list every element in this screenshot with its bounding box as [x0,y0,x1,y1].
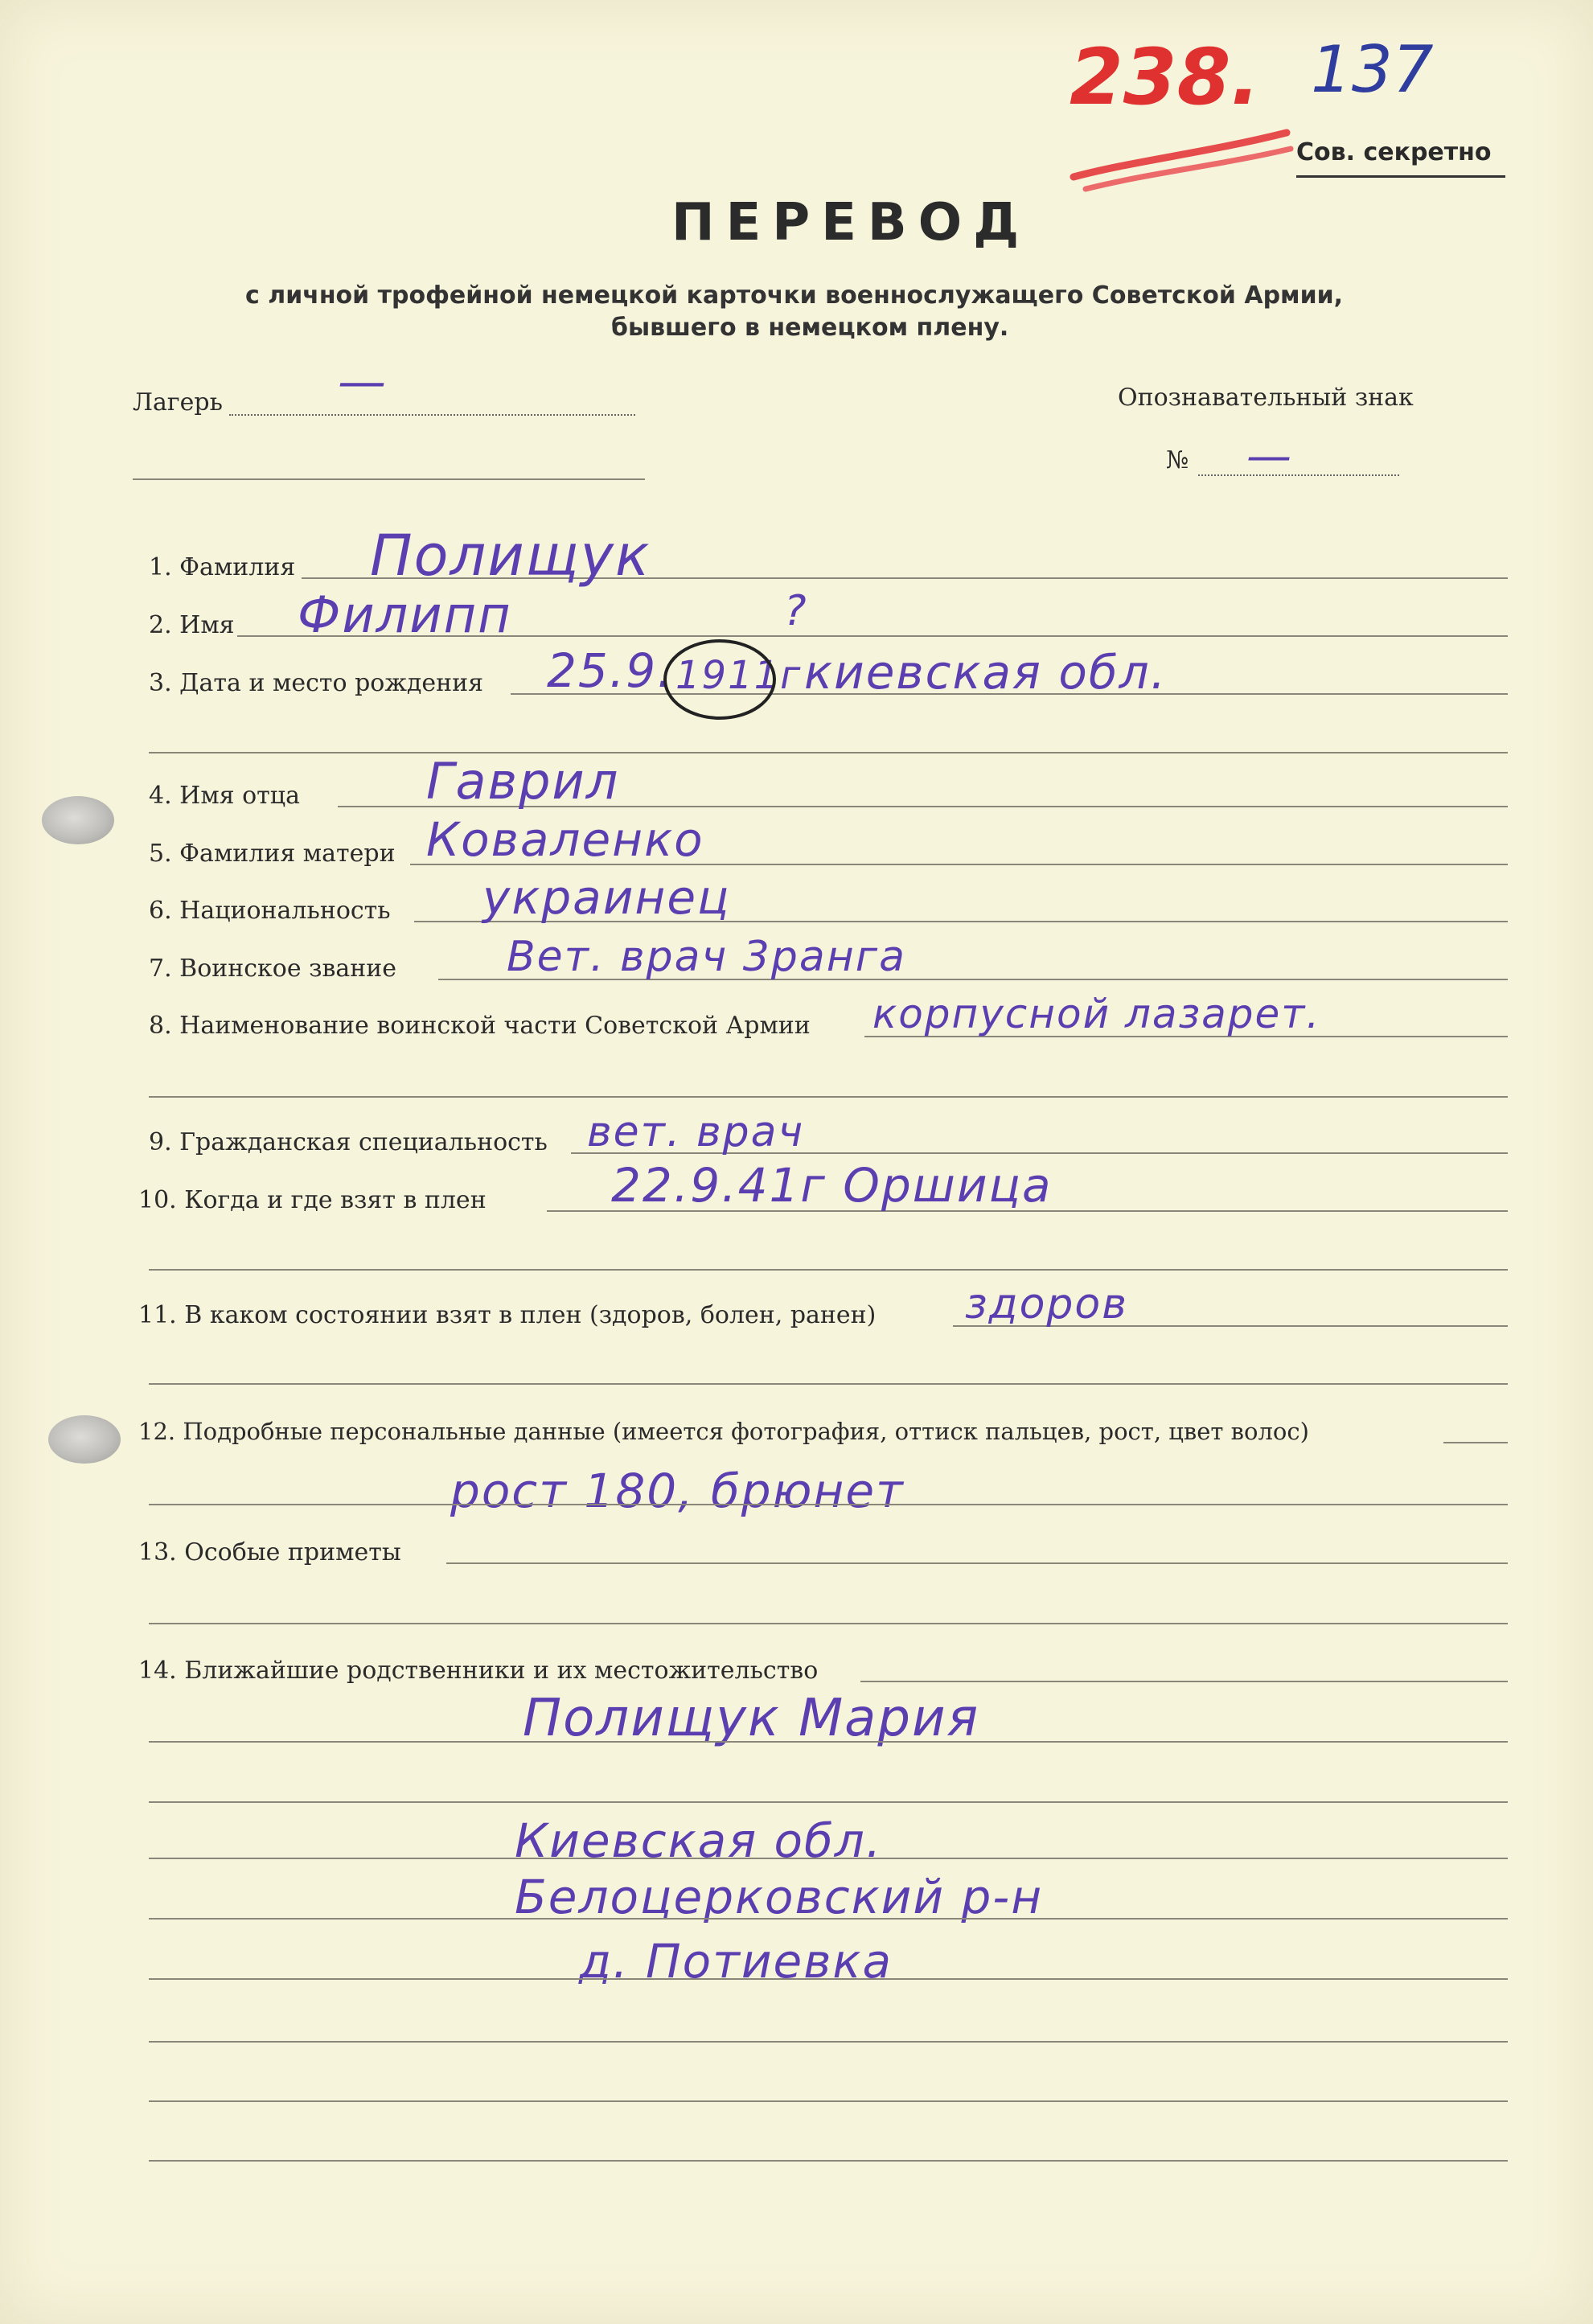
field-14-line [860,1681,1508,1682]
field-11-label: 11. В каком состоянии взят в плен (здоров, болен, ранен) [138,1301,877,1329]
field-8-line-2 [149,1096,1508,1098]
field-2-value: Филипп [298,585,512,644]
field-6-label: 6. Национальность [149,897,391,925]
red-scribble-icon [1070,121,1295,193]
camp-line [229,414,635,416]
punch-hole-upper [42,796,114,844]
field-8-value: корпусной лазарет. [872,991,1321,1037]
field-3-date: 25.9. [547,643,674,698]
field-12-line-2 [149,1504,1508,1505]
field-12-value: рост 180, брюнет [450,1464,905,1518]
field-14-line-9 [149,2160,1508,2162]
number-value: — [1246,430,1293,482]
field-14-line-7 [149,2041,1508,2043]
number-line [1198,474,1399,476]
field-14-line-8 [149,2100,1508,2102]
field-14-district: Белоцерковский р-н [515,1870,1044,1924]
subtitle-line-2: бывшего в немецком плену. [611,314,1009,342]
field-8-label: 8. Наименование воинской части Советской Армии [149,1012,811,1040]
field-1-value: Полищук [370,523,651,589]
field-3-question: ? [784,587,808,635]
field-13-line-2 [149,1623,1508,1624]
red-archive-number: 238. [1070,32,1260,122]
camp-value: — [338,354,388,410]
field-10-value: 22.9.41г Оршица [611,1158,1053,1213]
secrecy-underline [1296,175,1505,178]
field-12-label: 12. Подробные персональные данные (имеется фотография, оттиск пальцев, рост, цвет волос) [138,1418,1309,1445]
field-3-line-2 [149,752,1508,753]
blue-archive-number: 137 [1311,32,1434,107]
field-14-line-6 [149,1978,1508,1980]
field-2-label: 2. Имя [149,611,235,639]
field-7-value: Вет. врач 3ранга [507,933,906,981]
field-14-village: д. Потиевка [579,1934,893,1989]
field-5-label: 5. Фамилия матери [149,840,396,868]
field-4-label: 4. Имя отца [149,782,300,810]
field-10-line-2 [149,1269,1508,1271]
field-11-line-2 [149,1383,1508,1385]
field-14-line-5 [149,1918,1508,1920]
circle-mark-icon [659,635,780,724]
field-14-relative: Полищук Мария [523,1689,980,1748]
field-12-line [1443,1442,1508,1443]
field-14-region: Киевская обл. [515,1813,883,1868]
camp-label: Лагерь [133,388,223,417]
field-13-label: 13. Особые приметы [138,1538,401,1566]
subtitle-line-1: с личной трофейной немецкой карточки военнослужащего Советской Армии, [245,281,1344,310]
field-14-line-2 [149,1741,1508,1743]
field-14-label: 14. Ближайшие родственники и их местожительство [138,1657,819,1685]
field-4-value: Гаврил [426,752,620,811]
field-14-line-4 [149,1858,1508,1859]
field-6-value: украинец [482,870,731,925]
field-9-label: 9. Гражданская специальность [149,1128,548,1156]
field-3-year: 1911г [675,653,803,698]
secrecy-stamp: Сов. секретно [1296,138,1492,166]
field-5-value: Коваленко [426,812,704,867]
field-7-label: 7. Воинское звание [149,955,397,983]
field-9-value: вет. врач [587,1108,805,1156]
field-10-label: 10. Когда и где взят в плен [138,1186,487,1214]
field-11-value: здоров [965,1280,1128,1328]
page-title: ПЕРЕВОД [671,193,1031,253]
field-1-label: 1. Фамилия [149,553,296,581]
field-13-line [446,1562,1508,1564]
field-3-place: киевская обл. [804,645,1168,700]
field-3-label: 3. Дата и место рождения [149,669,484,697]
field-14-line-3 [149,1801,1508,1803]
camp-line-2 [133,478,645,480]
id-sign-label: Опознавательный знак [1118,384,1414,412]
punch-hole-lower [48,1415,121,1464]
number-label: № [1166,446,1189,474]
